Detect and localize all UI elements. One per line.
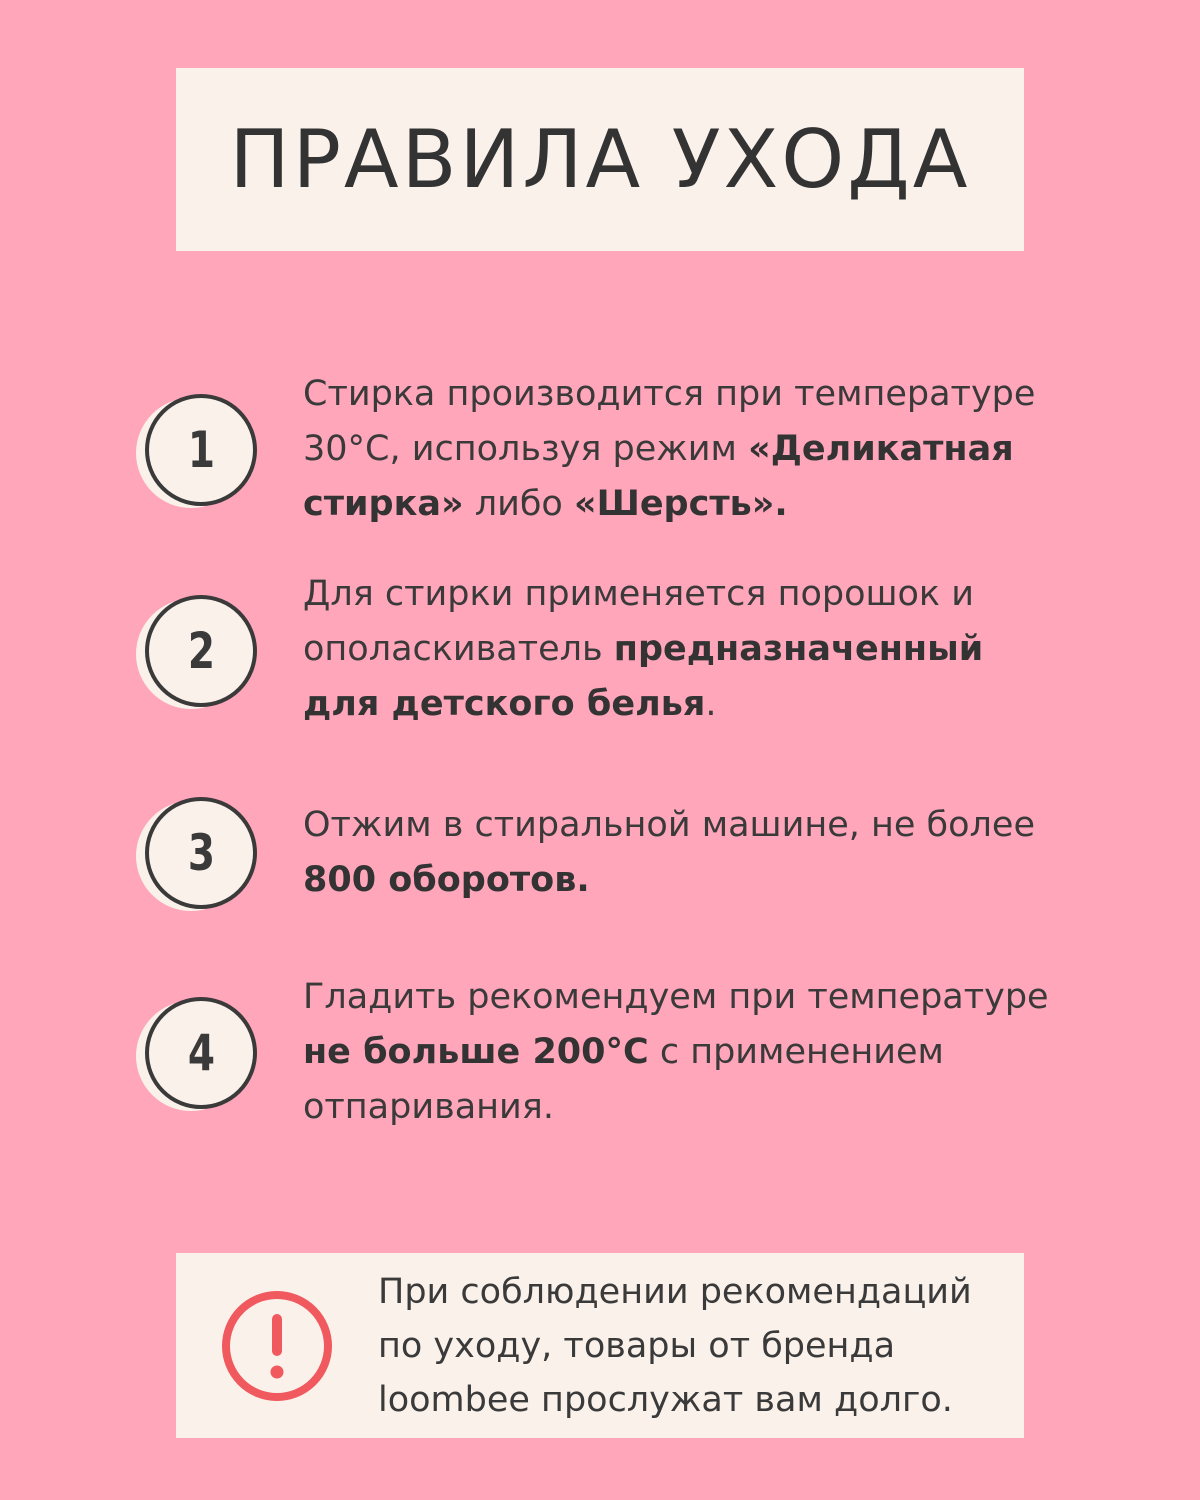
note-card xyxy=(176,1253,1024,1438)
rule-1-number: 1 xyxy=(187,421,215,479)
rule-2-badge xyxy=(136,595,260,719)
rule-1-part-1: Стирка производится при температуре 30°C, используя режим xyxy=(303,374,1036,469)
rule-1-part-4: «Шерсть». xyxy=(573,484,788,524)
rule-2-text xyxy=(303,567,1063,732)
page-title: ПРАВИЛА УХОДА xyxy=(229,113,971,206)
rule-2-number: 2 xyxy=(187,622,215,680)
rule-2-part-2: предназначенный для детского белья xyxy=(303,629,984,724)
rule-1-part-3: либо xyxy=(463,484,574,524)
rule-2-part-3: . xyxy=(705,684,717,724)
exclamation-circle-icon xyxy=(219,1288,335,1404)
rule-2-part-1: Для стирки применяется порошок и ополаскиватель xyxy=(303,574,974,669)
rule-1-part-2: «Деликатная стирка» xyxy=(303,429,1014,524)
rule-4-part-2: не больше 200°C xyxy=(303,1032,649,1072)
rule-1-badge xyxy=(136,394,260,518)
title-banner xyxy=(176,68,1024,251)
rule-3-text xyxy=(303,798,1063,908)
rule-3-number: 3 xyxy=(187,824,215,882)
rule-4-part-3: с применением отпаривания. xyxy=(303,1032,944,1127)
rule-4-number: 4 xyxy=(187,1024,215,1082)
rule-4-badge xyxy=(136,997,260,1121)
rule-3-badge xyxy=(136,797,260,921)
rule-3-part-2: 800 оборотов. xyxy=(303,860,590,900)
rule-3-part-1: Отжим в стиральной машине, не более xyxy=(303,805,1035,845)
note-text: При соблюдении рекомендаций по уходу, товары от бренда loombee прослужат вам долго. xyxy=(378,1272,972,1420)
rule-4-text xyxy=(303,970,1063,1135)
rule-4-part-1: Гладить рекомендуем при температуре xyxy=(303,977,1049,1017)
rule-1-text xyxy=(303,367,1063,532)
